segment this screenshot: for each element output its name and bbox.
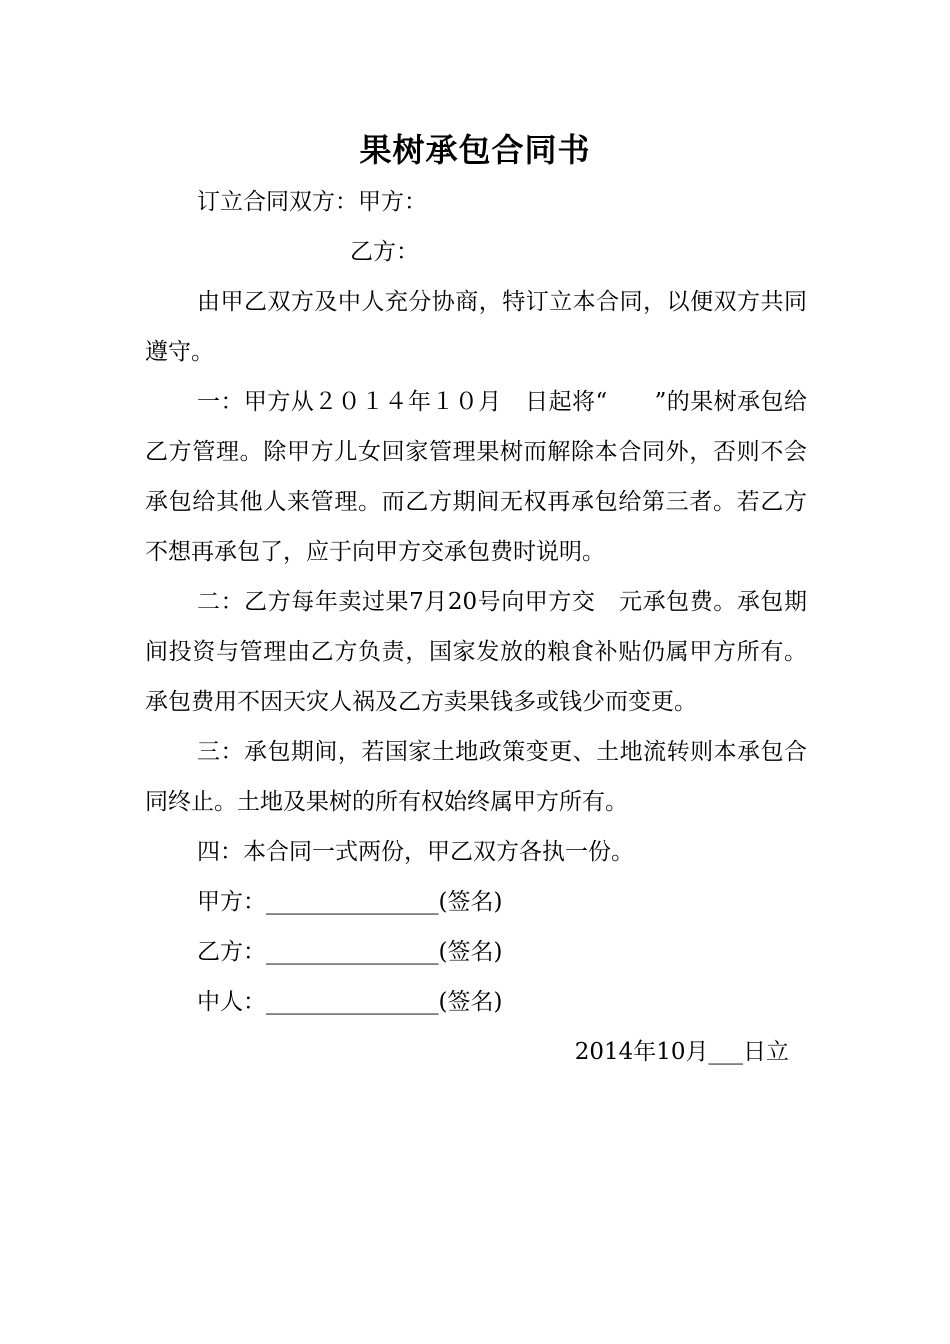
parties-intro: 订立合同双方：甲方： — [197, 189, 427, 215]
clause-3: 三：承包期间，若国家土地政策变更、土地流转则本承包合同终止。土地及果树的所有权始终属甲方所有。 — [145, 739, 807, 815]
preamble-paragraph: 由甲乙双方及中人充分协商，特订立本合同，以便双方共同遵守。 — [145, 289, 807, 365]
party-b-label: 乙方： — [350, 239, 419, 265]
document-body — [145, 177, 807, 1077]
signature-party-a: 甲方：_______________(签名) — [197, 889, 503, 915]
signature-party-b: 乙方：_______________(签名) — [197, 939, 503, 965]
clause-2: 二：乙方每年卖过果7月20号向甲方交 元承包费。承包期间投资与管理由乙方负责，国家发放的粮食补贴仍属甲方所有。承包费用不因天灾人祸及乙方卖果钱多或钱少而变更。 — [145, 589, 807, 715]
signature-middleman: 中人：_______________(签名) — [197, 989, 503, 1015]
clause-4: 四：本合同一式两份，甲乙双方各执一份。 — [197, 839, 634, 865]
clause-1: 一：甲方从２０１４年１０月 日起将“ ”的果树承包给乙方管理。除甲方儿女回家管理果树而解除本合同外，否则不会承包给其他人来管理。而乙方期间无权再承包给第三者。若乙方不想再承包了，应于向甲方交承包费时说明。 — [145, 389, 807, 565]
contract-date: 2014年10月___日立 — [574, 1039, 789, 1065]
document-title: 果树承包合同书 — [359, 131, 591, 169]
